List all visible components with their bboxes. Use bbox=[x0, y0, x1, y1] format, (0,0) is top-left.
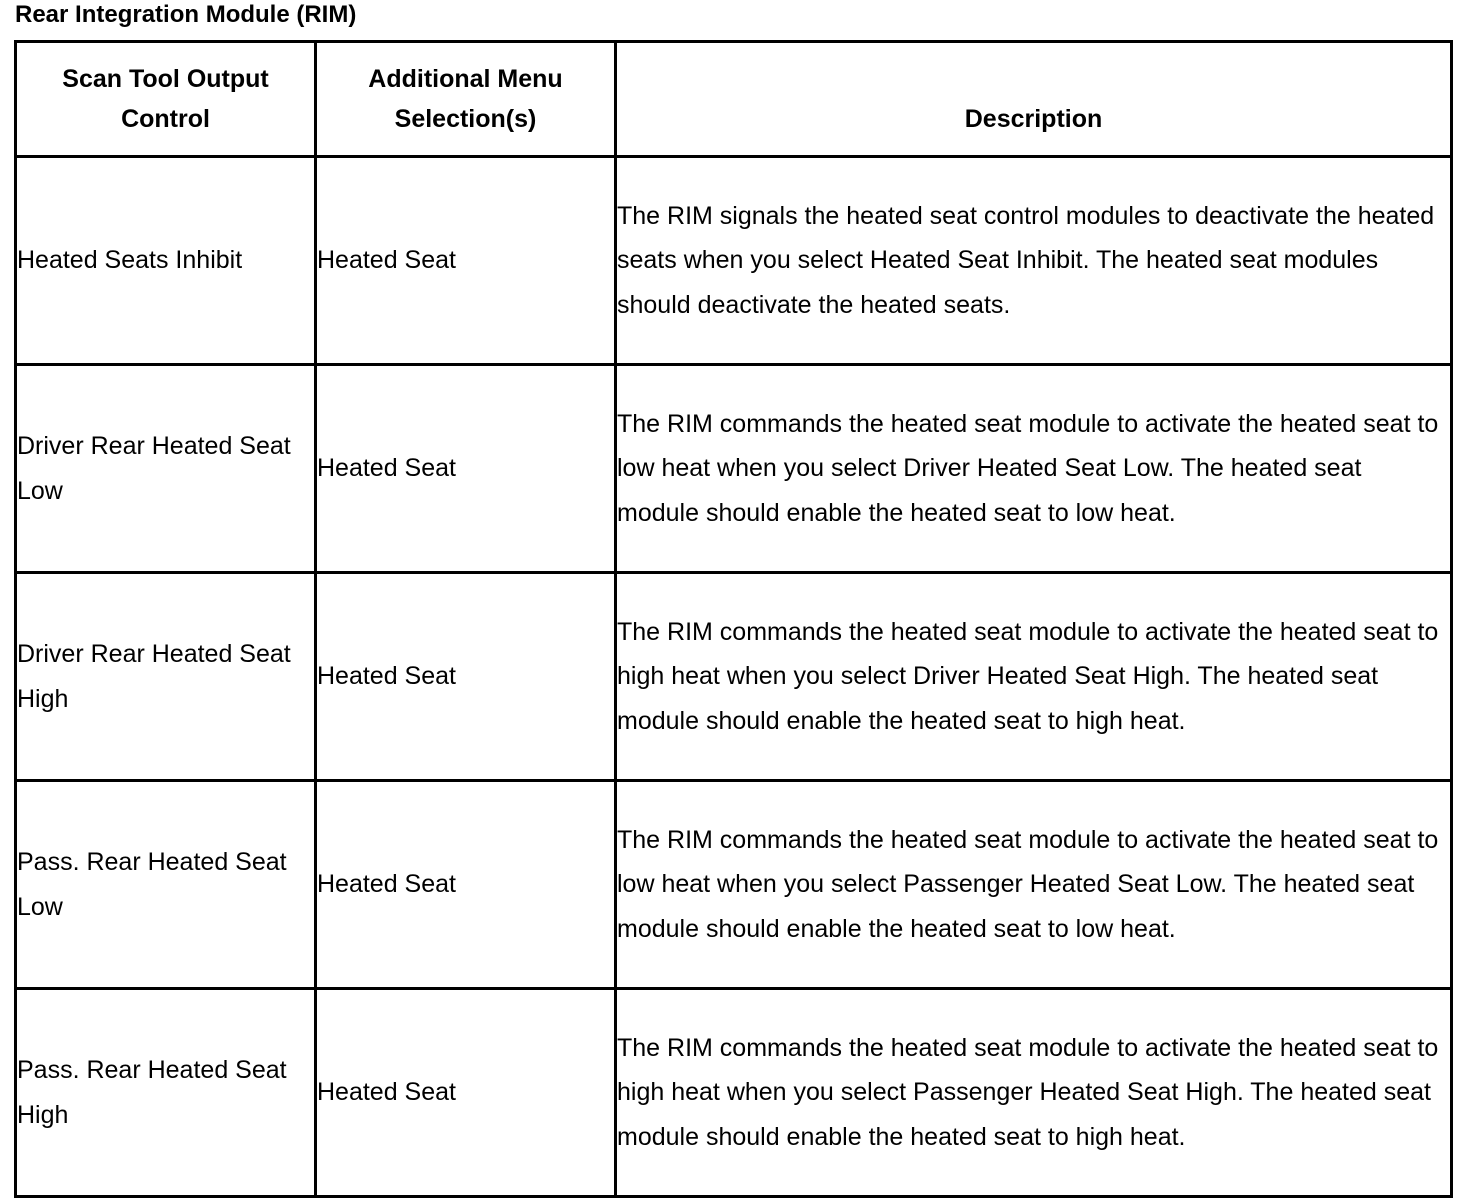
header-label: Scan Tool Output Control bbox=[62, 65, 269, 133]
header-label: Description bbox=[964, 105, 1103, 133]
table-row bbox=[16, 365, 1452, 573]
table-row bbox=[16, 573, 1452, 781]
table-row bbox=[16, 781, 1452, 989]
header-description bbox=[616, 42, 1452, 157]
cell-menu-selection: Heated Seat bbox=[316, 573, 616, 781]
cell-description: The RIM signals the heated seat control modules to deactivate the heated seats when you select Heated Seat Inhibit. The heated seat modules should deactivate the heated seats. bbox=[616, 157, 1452, 365]
cell-menu-selection: Heated Seat bbox=[316, 365, 616, 573]
cell-description: The RIM commands the heated seat module to activate the heated seat to low heat when you select Driver Heated Seat Low. The heated seat module should enable the heated seat to low heat. bbox=[616, 365, 1452, 573]
header-scan-tool-output-control bbox=[16, 42, 316, 157]
header-additional-menu-selections bbox=[316, 42, 616, 157]
cell-control: Driver Rear Heated Seat Low bbox=[16, 365, 316, 573]
cell-control: Driver Rear Heated Seat High bbox=[16, 573, 316, 781]
cell-description: The RIM commands the heated seat module to activate the heated seat to low heat when you select Passenger Heated Seat Low. The heated seat module should enable the heated seat to low heat. bbox=[616, 781, 1452, 989]
table-row bbox=[16, 989, 1452, 1197]
cell-description: The RIM commands the heated seat module to activate the heated seat to high heat when you select Driver Heated Seat High. The heated seat module should enable the heated seat to high heat. bbox=[616, 573, 1452, 781]
cell-control: Pass. Rear Heated Seat Low bbox=[16, 781, 316, 989]
document-title: Rear Integration Module (RIM) bbox=[15, 1, 357, 28]
cell-menu-selection: Heated Seat bbox=[316, 157, 616, 365]
cell-control: Pass. Rear Heated Seat High bbox=[16, 989, 316, 1197]
header-label: Additional Menu Selection(s) bbox=[368, 65, 563, 133]
table-row bbox=[16, 157, 1452, 365]
cell-menu-selection: Heated Seat bbox=[316, 781, 616, 989]
cell-control: Heated Seats Inhibit bbox=[16, 157, 316, 365]
rim-output-control-table bbox=[14, 40, 1453, 1198]
table-header-row bbox=[16, 42, 1452, 157]
cell-description: The RIM commands the heated seat module to activate the heated seat to high heat when you select Passenger Heated Seat High. The heated seat module should enable the heated seat to high heat. bbox=[616, 989, 1452, 1197]
cell-menu-selection: Heated Seat bbox=[316, 989, 616, 1197]
